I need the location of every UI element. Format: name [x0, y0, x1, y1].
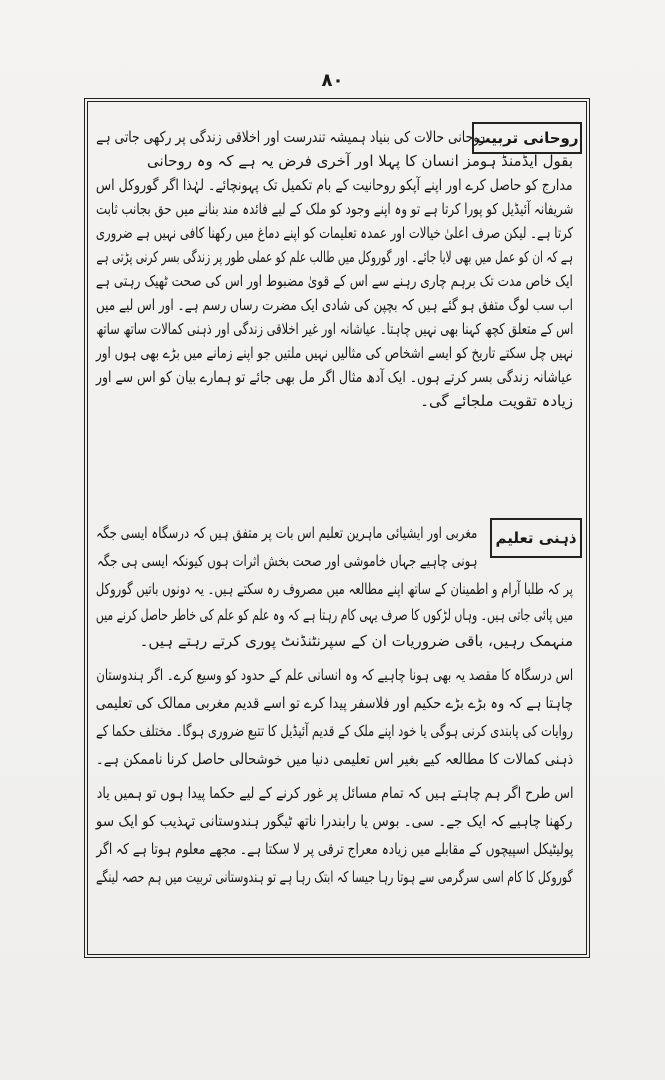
text-line: اس کے متعلق کچھ کہنا بھی نہیں چاہتا۔ عیاشانہ اور غیر اخلاقی زندگی اور ذہنی کمالات ساتھ ساتھ	[95, 320, 573, 338]
text-line: ذہنی کمالات کا مطالعہ کیے بغیر اس تعلیمی دنیا میں خوشحالی حاصل کرنا ناممکن ہے۔	[95, 750, 573, 768]
text-line: اس درسگاہ کا مقصد یہ بھی ہونا چاہیے کہ وہ انسانی علم کے حدود کو وسیع کرے۔ اگر ہندوستان	[96, 666, 573, 684]
text-line: رکھنا چاہیے کہ ایک جے۔ سی۔ بوس یا رابندرا ناتھ ٹیگور ہندوستانی تہذیب کو ایک سو	[96, 812, 573, 830]
text-line: بقول ایڈمنڈ ہومز انسان کا پہلا اور آخری فرض یہ ہے کہ وہ روحانی	[146, 152, 573, 170]
text-line: نہیں چل سکتے تاریخ کو ایسے اشخاص کی مثالیں نہیں ملتیں جو اپنے زمانے میں بڑے بھی ہوں اور	[95, 344, 573, 362]
section-heading-spiritual-training: روحانی تربیت	[472, 122, 582, 154]
text-line: ہونی چاہیے جہاں خاموشی اور صحت بخش اثرات ہوں کیونکہ ایسی ہی جگہ	[96, 552, 477, 570]
text-line: پولیٹیکل اسپیچوں کے مقابلے میں زیادہ معراج ترقی پر لا سکتا ہے۔ مجھے معلوم ہوتا ہے کہ اگر	[95, 840, 573, 858]
text-line: ہے کہ ان کو عمل میں بھی لایا جائے۔ اور گوروکل میں طالب علم کو عملی طور پر زندگی بسر کرنی پڑتی ہے	[96, 248, 573, 266]
text-line: پر کہ طلبا آرام و اطمینان کے ساتھ اپنے مطالعہ میں مصروف رہ سکتے ہیں۔ یہ دونوں باتیں گوروکل	[95, 580, 573, 598]
text-line: روحانی حالات کی بنیاد ہمیشہ تندرست اور اخلاقی زندگی پر رکھی جاتی ہے	[95, 128, 485, 146]
page-number: ۸۰	[321, 70, 344, 91]
text-line: منہمک رہیں، باقی ضروریات ان کے سپرنٹنڈنٹ پوری کرتے رہتے ہیں۔	[139, 632, 573, 650]
text-line: مغربی اور ایشیائی ماہرین تعلیم اس بات پر متفق ہیں کہ درسگاہ ایسی جگہ	[95, 524, 477, 542]
section-heading-mental-education: ذہنی تعلیم	[490, 518, 582, 558]
text-line: روایات کی پابندی کرنی ہوگی یا خود اپنے ملک کے قدیم آئیڈیل کا تتبع ضروری ہوگا۔ مختلف حکما کے	[96, 722, 573, 740]
text-line: مدارج کو حاصل کرے اور اپنے آپکو روحانیت کے بام تکمیل تک پہونچائے۔ لہٰذا اگر گوروکل اس	[96, 176, 573, 194]
text-line: شریفانہ آئیڈیل کو پورا کرتا ہے تو وہ اپنے وجود کو ملک کے لیے فائدہ مند بنانے میں حق بجانب ثابت	[95, 200, 573, 218]
text-line: ایک خاص مدت تک برہم چاری رہنے سے اس کے قویٰ مضبوط اور اس کی صحت ٹھیک رہتی ہے	[95, 272, 573, 290]
text-line: اب سب لوگ متفق ہو گئے ہیں کہ بچپن کی شادی ایک مضرت رساں رسم ہے۔ اور اس لیے میں	[95, 296, 573, 314]
text-line: زیادہ تقویت ملجائے گی۔	[420, 392, 573, 410]
text-line: اس طرح اگر ہم چاہتے ہیں کہ تمام مسائل پر غور کرنے کے لیے حکما پیدا ہوں تو ہمیں یاد	[96, 784, 573, 802]
text-line: چاہتا ہے کہ وہ بڑے بڑے حکیم اور فلاسفر پیدا کرے تو اسے قدیم مغربی ممالک کی تعلیمی	[95, 694, 573, 712]
text-line: عیاشانہ زندگی بسر کرتے ہوں۔ ایک آدھ مثال اگر مل بھی جائے تو ہمارے بیان کو اس سے اور	[96, 368, 573, 386]
text-line: کرتا ہے۔ لیکن صرف اعلیٰ خیالات اور عمدہ تعلیمات کو اپنے دماغ میں رکھنا کافی نہیں ہے ضروری	[95, 224, 573, 242]
text-line: گوروکل کا کام اسی سرگرمی سے ہوتا رہا جیسا کہ ابتک رہا ہے تو ہندوستانی تربیت میں ہم حصہ لینگے	[96, 868, 573, 886]
text-line: میں پائی جاتی ہیں۔ وہاں لڑکوں کا صرف یہی کام رہتا ہے کہ وہ علم کو علم کی خاطر حاصل کرنے میں	[95, 606, 573, 624]
